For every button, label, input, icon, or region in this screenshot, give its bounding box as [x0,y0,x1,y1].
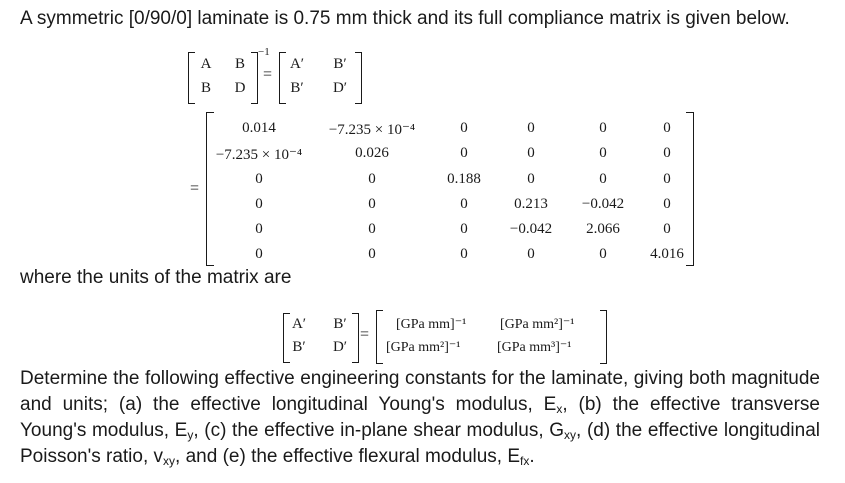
matrix-cell: 0 [527,120,535,136]
matrix-symbol: D′ [332,80,348,96]
matrix-cell: 0 [599,145,607,161]
unit-cell: [GPa mm²]⁻¹ [386,340,461,355]
matrix-cell: 0.213 [514,196,548,212]
question-text: Determine the following effective engineering constants for the laminate, giving both magnitude and units; (a) the effective longitudinal Young's modulus, E [20,368,820,415]
matrix-cell: 0 [460,196,468,212]
subscript: xy [564,428,577,442]
matrix-cell: 0 [663,171,671,187]
left-bracket [188,52,195,104]
question-text: , (c) the effective in-plane shear modulus, G [193,420,565,441]
matrix-symbol: B′ [333,56,347,72]
matrix-symbol: B′ [333,316,347,332]
unit-cell: [GPa mm]⁻¹ [396,317,467,332]
matrix-cell: 0 [663,221,671,237]
matrix-cell: 0 [368,171,376,187]
matrix-cell: 0 [663,120,671,136]
matrix-symbol: D′ [332,339,348,355]
matrix-symbol: B [234,56,245,72]
matrix-cell: 0 [368,196,376,212]
right-bracket [600,310,607,364]
matrix-symbol: B [200,80,211,96]
right-bracket [251,52,258,104]
matrix-cell: 0 [255,246,263,262]
matrix-cell: 0 [599,171,607,187]
subscript: xy [163,454,176,468]
intro-text: A symmetric [0/90/0] laminate is 0.75 mm thick and its full compliance matrix is given below. [20,8,790,29]
question-text: . [529,446,535,467]
matrix-cell: 0.014 [242,120,276,136]
matrix-cell: 0 [460,221,468,237]
question-paragraph [20,366,820,470]
matrix-cell: 0 [663,145,671,161]
matrix-cell: −7.235 × 10⁻⁴ [215,147,303,163]
matrix-cell: 0 [368,246,376,262]
inverse-exponent: −1 [258,46,270,58]
matrix-cell: 0 [599,120,607,136]
matrix-cell: −0.042 [509,221,553,237]
equals-sign: = [263,66,273,83]
subscript: y [187,428,194,442]
matrix-symbol: A′ [291,316,307,332]
matrix-cell: 0 [460,246,468,262]
question-text: , (b) the effective transverse Young's modulus, E [20,394,820,441]
matrix-cell: −7.235 × 10⁻⁴ [328,122,416,138]
matrix-cell: 4.016 [650,246,684,262]
matrix-cell: 0 [460,120,468,136]
equals-sign: = [190,180,200,197]
matrix-cell: 0 [368,221,376,237]
matrix-cell: 0 [255,196,263,212]
matrix-cell: 0.188 [447,171,481,187]
subscript: x [556,402,563,416]
matrix-symbol: D [234,80,246,96]
matrix-cell: −0.042 [581,196,625,212]
left-bracket [376,310,383,364]
matrix-cell: 0 [599,246,607,262]
matrix-cell: 0 [255,221,263,237]
matrix-symbol: A′ [289,56,305,72]
right-bracket [352,313,359,363]
unit-cell: [GPa mm³]⁻¹ [497,340,572,355]
matrix-cell: 0 [663,196,671,212]
unit-cell: [GPa mm²]⁻¹ [500,317,575,332]
matrix-cell: 0.026 [355,145,389,161]
units-intro-text: where the units of the matrix are [20,267,292,288]
matrix-symbol: B′ [290,80,304,96]
right-bracket [355,52,362,104]
question-text: , (d) the effective longitudinal Poisson's ratio, v [20,420,821,467]
question-text: , and (e) the effective flexural modulus, E [175,446,521,467]
matrix-cell: 0 [527,246,535,262]
matrix-cell: 0 [255,171,263,187]
matrix-cell: 0 [527,145,535,161]
subscript: fx [520,454,530,468]
matrix-cell: 0 [527,171,535,187]
matrix-cell: 0 [460,145,468,161]
left-bracket [206,112,214,266]
equals-sign: = [360,326,370,343]
matrix-symbol: B′ [292,339,306,355]
matrix-cell: 2.066 [586,221,620,237]
matrix-symbol: A [200,56,212,72]
